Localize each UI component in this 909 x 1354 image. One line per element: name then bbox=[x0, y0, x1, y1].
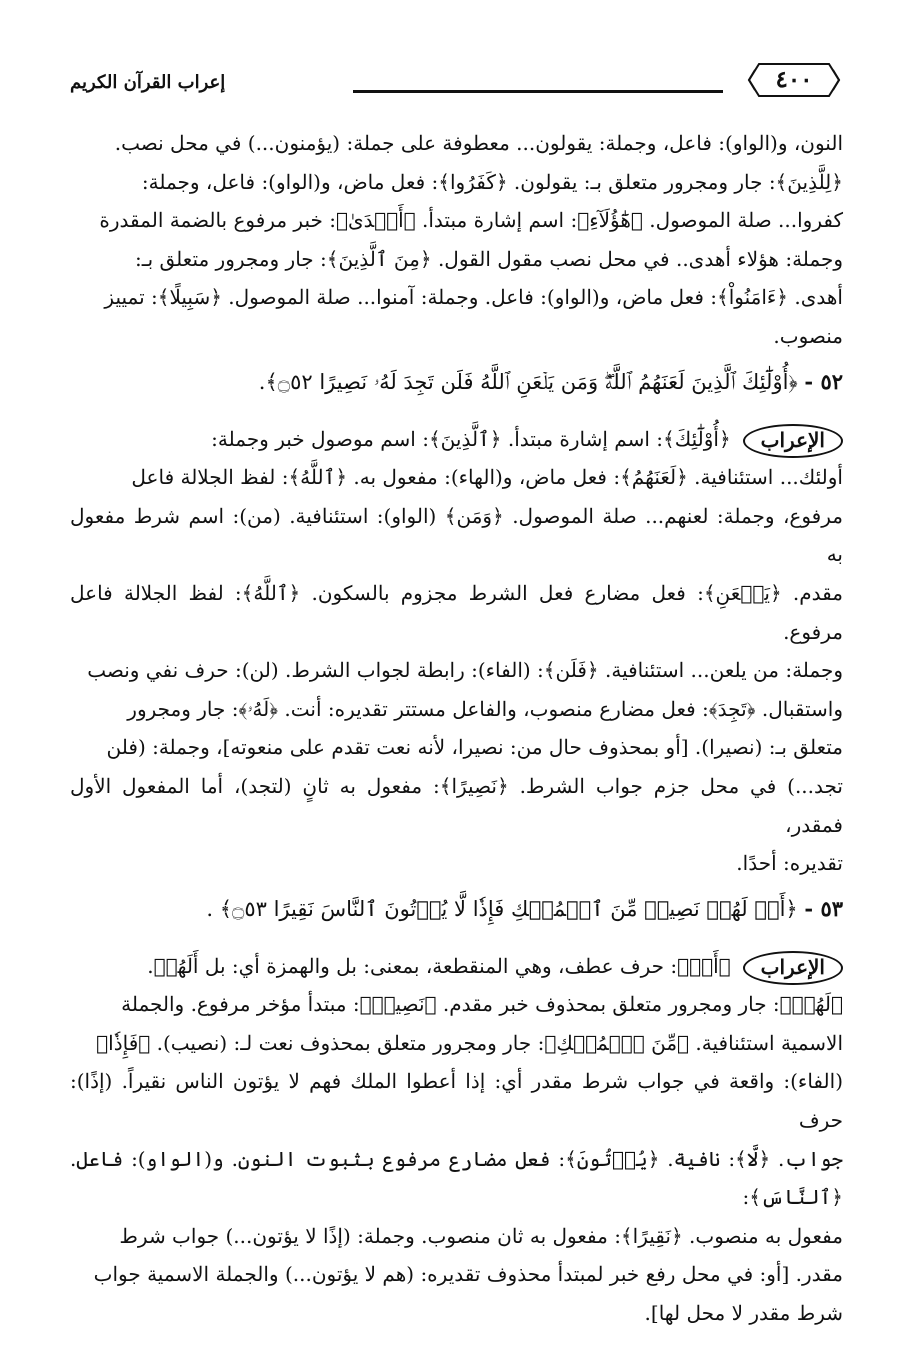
text-line: الاسمية استئنافية. ﴿مِّنَ ٱلۡمُلۡكِ﴾: جار ومجرور متعلق بمحذوف نعت لـ: (نصيب). ﴿فَإِذٗا﴾ bbox=[96, 1030, 843, 1055]
text-line: ﴿لِلَّذِينَ﴾: جار ومجرور متعلق بـ: يقولون. ﴿كَفَرُوا﴾: فعل ماض، و(الواو): فاعل، وجملة: bbox=[141, 169, 843, 194]
verse-53 bbox=[70, 889, 843, 929]
verse-text: ﴿أَمۡ لَهُمۡ نَصِيبٞ مِّنَ ٱلۡمُلۡكِ فَإِذٗا لَّا يُؤۡتُونَ ٱلنَّاسَ نَقِيرًا ۝٥٣﴾ . bbox=[206, 896, 798, 921]
verse-52 bbox=[70, 362, 843, 402]
book-title: إعراب القرآن الكريم bbox=[70, 72, 226, 93]
text-line: مفعول به منصوب. ﴿نَقِيرًا﴾: مفعول به ثان منصوب. وجملة: (إذًا لا يؤتون...) جواب شرط bbox=[119, 1223, 843, 1248]
text-line: مقدر. [أو: في محل رفع خبر لمبتدأ محذوف تقديره: (هم لا يؤتون...) والجملة الاسمية جواب bbox=[93, 1262, 843, 1287]
text-line: النون، و(الواو): فاعل، وجملة: يقولون... معطوفة على جملة: (يؤمنون...) في محل نصب. bbox=[114, 131, 843, 155]
text-line: ﴿أُوْلَٰٓئِكَ﴾: اسم إشارة مبتدأ. ﴿ٱلَّذِينَ﴾: اسم موصول خبر وجملة: bbox=[211, 426, 731, 451]
header-rule bbox=[353, 90, 723, 93]
verse-number: ٥٣ - bbox=[804, 895, 843, 921]
text-line: ﴿لَهُمۡ﴾: جار ومجرور متعلق بمحذوف خبر مقدم. ﴿نَصِيبٞ﴾: مبتدأ مؤخر مرفوع. والجملة bbox=[121, 992, 843, 1017]
text-line: ﴿أَمۡ﴾: حرف عطف، وهي المنقطعة، بمعنى: بل والهمزة أي: بل أَلَهُمۡ. bbox=[147, 953, 731, 978]
text-line: تقديره: أحدًا. bbox=[736, 851, 843, 876]
verse-text: ﴿أُوْلَٰٓئِكَ ٱلَّذِينَ لَعَنَهُمُ ٱللَّهُۖ وَمَن يَلۡعَنِ ٱللَّهُ فَلَن تَجِدَ لَهُۥ نَصِيرًا ۝٥٢﴾. bbox=[258, 369, 798, 394]
text-line: واستقبال. ﴿تَجِدَ﴾: فعل مضارع منصوب، والفاعل مستتر تقديره: أنت. ﴿لَهُۥ﴾: جار ومجرور bbox=[127, 696, 843, 721]
text-line: كفروا... صلة الموصول. ﴿هَٰٓؤُلَآءِ﴾: اسم إشارة مبتدأ. ﴿أَهۡدَىٰ﴾: خبر مرفوع بالضمة المقدرة bbox=[99, 208, 843, 233]
text-line: منصوب. bbox=[773, 323, 843, 348]
page-body bbox=[70, 124, 843, 1333]
text-line: (الفاء): واقعة في جواب شرط مقدر أي: إذا أعطوا الملك فهم لا يؤتون الناس نقيراً. (إذًا): حرف bbox=[70, 1069, 843, 1133]
irab-label: الإعراب bbox=[743, 951, 843, 985]
verse-number: ٥٢ - bbox=[804, 368, 843, 394]
text-line: شرط مقدر لا محل لها]. bbox=[644, 1301, 843, 1326]
page-number: ٤٠٠ bbox=[775, 66, 813, 93]
text-line: أولئك... استئنافية. ﴿لَعَنَهُمُ﴾: فعل ماض، و(الهاء): مفعول به. ﴿ٱللَّهُ﴾: لفظ الجلالة فاعل bbox=[131, 465, 843, 490]
text-line: أهدى. ﴿ءَامَنُواْ﴾: فعل ماض، و(الواو): فاعل. وجملة: آمنوا... صلة الموصول. ﴿سَبِيلًا﴾: تمييز bbox=[104, 285, 843, 310]
text-line: متعلق بـ: (نصيرا). [أو بمحذوف حال من: نصيرا، لأنه نعت تقدم على منعوته]، وجملة: (فلن bbox=[106, 735, 843, 760]
irab-block-52 bbox=[70, 420, 843, 883]
page-number-frame bbox=[745, 60, 843, 100]
irab-label: الإعراب bbox=[743, 424, 843, 458]
continuation-block bbox=[70, 124, 843, 356]
page-header bbox=[70, 60, 843, 104]
text-line: جواب. ﴿لَّا﴾: نافية. ﴿يُؤۡتُونَ﴾: فعل مضارع مرفوع بثبوت النون. و(الواو): فاعل. ﴿ٱلنَّاسَ﴾: bbox=[70, 1146, 843, 1210]
text-line: وجملة: هؤلاء أهدى.. في محل نصب مقول القول. ﴿مِنَ ٱلَّذِينَ﴾: جار ومجرور متعلق بـ: bbox=[134, 246, 843, 271]
text-line: تجد...) في محل جزم جواب الشرط. ﴿نَصِيرًا﴾: مفعول به ثانٍ (لتجد)، أما المفعول الأول فمقدر، bbox=[70, 773, 843, 837]
text-line: وجملة: من يلعن... استئنافية. ﴿فَلَن﴾: (الفاء): رابطة لجواب الشرط. (لن): حرف نفي ونصب bbox=[87, 658, 843, 683]
text-line: مقدم. ﴿يَلۡعَنِ﴾: فعل مضارع فعل الشرط مجزوم بالسكون. ﴿ٱللَّهُ﴾: لفظ الجلالة فاعل مرفوع. bbox=[70, 580, 843, 644]
text-line: مرفوع، وجملة: لعنهم... صلة الموصول. ﴿وَمَن﴾ (الواو): استئنافية. (من): اسم شرط مفعول به bbox=[70, 503, 843, 567]
irab-block-53 bbox=[70, 947, 843, 1333]
